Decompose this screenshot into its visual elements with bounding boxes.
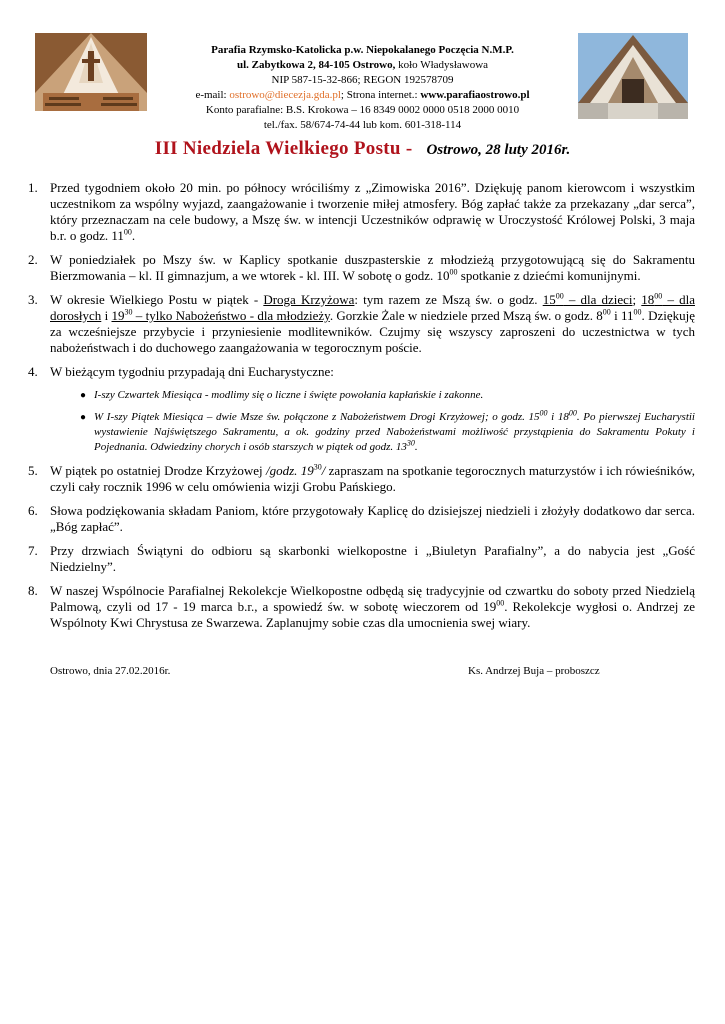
time-sup: 00 xyxy=(654,291,663,301)
time-sup: 00 xyxy=(568,408,577,418)
time-youth xyxy=(112,308,330,323)
web-label: ; Strona internet.: xyxy=(340,89,418,101)
item-number: 5. xyxy=(28,463,38,478)
item-number: 6. xyxy=(28,503,38,518)
hour: 15 xyxy=(542,292,556,307)
text-part: . Dziękuję za wcześniejsze przybycie i przyniesienie modlitewników. Czujmy się wszyscy zaproszeni do uczestnictwa w tych nabożeństwach i do duchowego zaangażowania w tegorocznym poście. xyxy=(50,308,695,355)
announcement-text: W bieżącym tygodniu przypadają dni Eucharystyczne: xyxy=(50,364,334,379)
announcement-1 xyxy=(30,180,695,244)
bullet-text: W I-szy Piątek Miesiąca – dwie Msze św. połączone z Nabożeństwem Drogi Krzyżowej; o godz. 15 xyxy=(94,411,540,423)
text-part: : tym razem ze Mszą św. o godz. xyxy=(354,292,543,307)
time-sup: 00 xyxy=(633,307,642,317)
text-part: . Rekolekcje wygłosi o. Andrzej ze Wspólnoty Kwi Chrystusa ze Swarzewa. Zaplanujmy sobie czas dla umocnienia swej wiary. xyxy=(50,599,695,630)
announcement-7 xyxy=(30,543,695,575)
parish-address-rest: koło Władysławowa xyxy=(398,59,489,71)
announcements-list xyxy=(30,180,695,639)
footer-date: Ostrowo, dnia 27.02.2016r. xyxy=(50,665,171,677)
item-number: 2. xyxy=(28,252,38,267)
announcement-5 xyxy=(30,463,695,495)
parish-header xyxy=(150,43,575,133)
text-part: ; xyxy=(632,292,642,307)
eucharistic-days-list xyxy=(50,388,695,455)
time-sup: 00 xyxy=(449,267,458,277)
announcement-text: Słowa podziękowania składam Paniom, które przygotowały Kaplicę do dzisiejszej niedzieli i złożyły dodatkowo dar serca. „Bóg zapłać”. xyxy=(50,503,695,534)
time-sup: 00 xyxy=(539,408,548,418)
text-part: i 11 xyxy=(610,308,634,323)
time-sup: 00 xyxy=(496,598,505,608)
announcement-text: Przy drzwiach Świątyni do odbioru są skarbonki wielkopostne i „Biuletyn Parafialny”, a do nabycia jest „Gość Niedzielny”. xyxy=(50,543,695,574)
first-friday xyxy=(80,410,695,455)
church-interior-photo xyxy=(35,33,147,111)
announcement-3 xyxy=(30,292,695,356)
announcement-2 xyxy=(30,252,695,284)
text-part: . Gorzkie Żale w niedziele przed Mszą św. o godz. 8 xyxy=(329,308,603,323)
parish-ids: NIP 587-15-32-866; REGON 192578709 xyxy=(271,74,454,86)
audience: – tylko Nabożeństwo - dla młodzieży xyxy=(132,308,330,323)
text-part: W piątek po ostatniej Drodze Krzyżowej xyxy=(50,463,266,478)
bullet-icon: ● xyxy=(80,390,87,401)
parish-address: ul. Zabytkowa 2, 84-105 Ostrowo, xyxy=(236,59,396,71)
bullet-text: . xyxy=(414,441,418,453)
hour: 19 xyxy=(111,308,125,323)
footer-signature: Ks. Andrzej Buja – proboszcz xyxy=(468,665,600,677)
sunday-title: III Niedziela Wielkiego Postu - xyxy=(154,138,413,159)
bullet-icon: ● xyxy=(80,412,87,423)
item-number: 4. xyxy=(28,364,38,379)
audience: – dla dzieci xyxy=(563,292,633,307)
text-part: W okresie Wielkiego Postu w piątek - xyxy=(50,292,264,307)
time-children xyxy=(543,292,633,307)
time-sup: 30 xyxy=(406,438,415,448)
time-sup: 00 xyxy=(555,291,564,301)
time-sup: 30 xyxy=(313,462,322,472)
way-of-cross: Droga Krzyżowa xyxy=(263,292,355,307)
item-number: 8. xyxy=(28,583,38,598)
church-exterior-photo xyxy=(578,33,688,119)
item-number: 7. xyxy=(28,543,38,558)
announcement-6 xyxy=(30,503,695,535)
email-link[interactable]: ostrowo@diecezja.gda.pl xyxy=(229,89,341,101)
announcement-text: W poniedziałek po Mszy św. w Kaplicy spotkanie duszpasterskie z młodzieżą przygotowującą się do Sakramentu Bierzmowania – kl. II gimnazjum, a we wtorek - kl. III. W sobotę o godz. 10 xyxy=(50,252,695,283)
phone-info: tel./fax. 58/674-74-44 lub kom. 601-318-114 xyxy=(263,119,462,131)
place-date: Ostrowo, 28 luty 2016r. xyxy=(426,142,571,158)
text-part: zapraszam na spotkanie tegorocznych maturzystów i ich rówieśników, czyli cały rocznik 1996 w celu omówienia wizji Grobu Pańskiego. xyxy=(50,463,695,494)
parish-name: Parafia Rzymsko-Katolicka p.w. Niepokalanego Poczęcia N.M.P. xyxy=(211,44,514,56)
announcement-text: Przed tygodniem około 20 min. po północy wróciliśmy z „Zimowiska 2016”. Dziękuję panom kierowcom i wszystkim uczestnikom za wspólny wyjazd, zaangażowanie i tworzenie miłej atmosfery. Bóg zapłać także za przekazany „dar serca”, który przeznaczam na cele budowy, a Mszę św. w intencji Uczestników odprawię w Uroczystość Królowej Polski, 3 maja b.r. o godz. 11 xyxy=(50,180,695,243)
page-title xyxy=(0,138,725,160)
bullet-text: i 18 xyxy=(547,411,569,423)
item-number: 1. xyxy=(28,180,38,195)
audience: – dla dorosłych xyxy=(50,292,695,323)
time-italic: /godz. 19 xyxy=(265,463,314,478)
text-part: W naszej Wspólnocie Parafialnej Rekolekcje Wielkopostne odbędą się tradycyjnie od czwartku do soboty przed Niedzielą Palmową, czyli od 17 - 19 marca b.r., a spowiedź św. w sobotę wieczorem od 19 xyxy=(50,583,695,614)
website-link[interactable]: www.parafiaostrowo.pl xyxy=(420,89,530,101)
first-thursday xyxy=(80,388,695,403)
announcement-4 xyxy=(30,364,695,455)
text-part: i xyxy=(101,308,112,323)
email-label: e-mail: xyxy=(195,89,227,101)
text-end: . xyxy=(131,228,136,243)
time-italic: / xyxy=(321,463,326,478)
bank-account: Konto parafialne: B.S. Krokowa – 16 8349 0002 0000 0518 2000 0010 xyxy=(205,104,520,116)
item-number: 3. xyxy=(28,292,38,307)
bullet-text: . Po pierwszej Eucharystii wystawienie Najświętszego Sakramentu, a ok. godziny przed Nabożeństwami możliwość przystąpienia do Sakramentu Pokuty i Pojednania. Odwiedziny chorych i osób starszych w piątek od godz. 13 xyxy=(94,411,695,453)
text-end: spotkanie z dziećmi komunijnymi. xyxy=(457,268,641,283)
time-sup: 00 xyxy=(123,227,132,237)
announcement-8 xyxy=(30,583,695,631)
hour: 18 xyxy=(641,292,655,307)
bullet-text: I-szy Czwartek Miesiąca - modlimy się o liczne i święte powołania kapłańskie i zakonne. xyxy=(94,389,484,401)
time-sup: 00 xyxy=(602,307,611,317)
time-sup: 30 xyxy=(124,307,133,317)
